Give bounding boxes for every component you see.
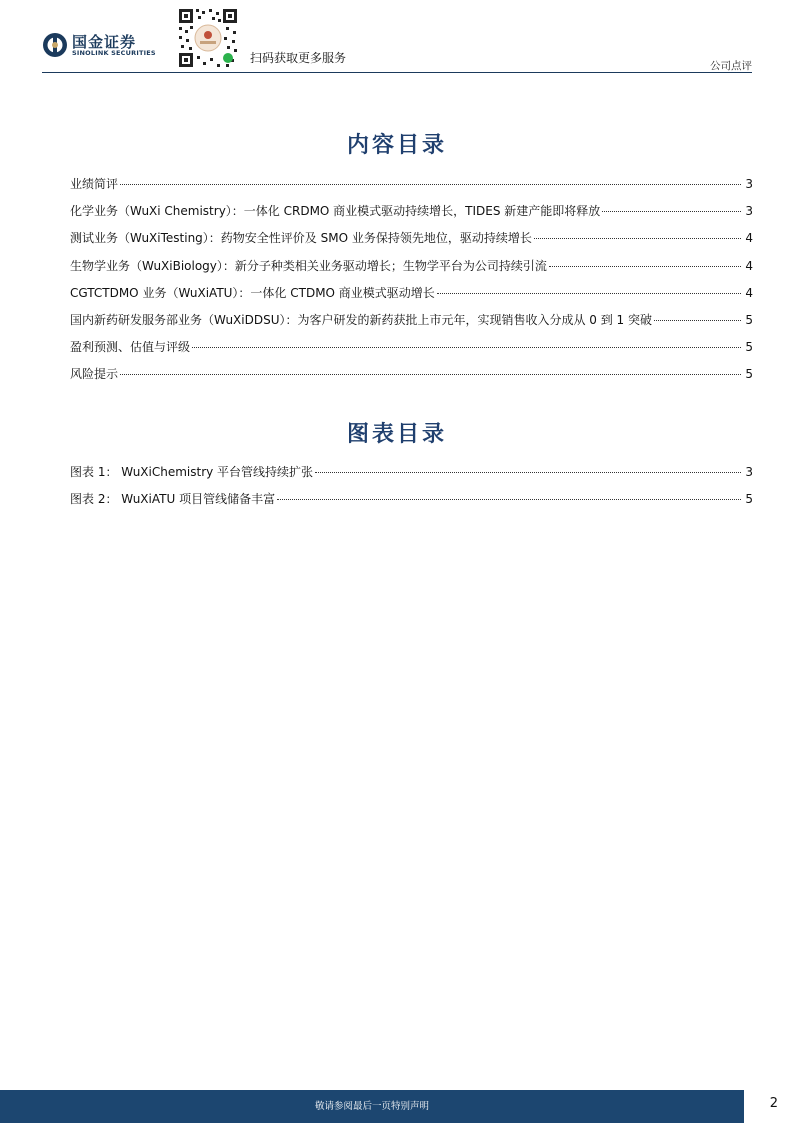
toc-entry-label[interactable]: 盈利预测、估值与评级 [70, 340, 191, 355]
figures-list [70, 465, 753, 519]
toc-title: 内容目录 [346, 132, 447, 158]
toc-entry[interactable] [70, 367, 753, 394]
toc-entry-label[interactable]: 风险提示 [70, 367, 119, 382]
toc-entry[interactable] [70, 340, 753, 367]
toc-entry-page-number[interactable]: 4 [745, 258, 753, 273]
dot-leader [534, 238, 741, 239]
toc-entry-label[interactable]: 测试业务（WuXiTesting）：药物安全性评价及 SMO 业务保持领先地位，驱动持续增长 [70, 231, 532, 246]
toc-entry-page-number[interactable]: 4 [745, 231, 753, 246]
toc-entry-page-number[interactable]: 3 [745, 177, 753, 191]
dot-leader [654, 320, 741, 321]
toc-entry-page-number[interactable]: 3 [745, 204, 753, 219]
sinolink-logo-icon [42, 32, 68, 58]
toc-entry[interactable] [70, 286, 753, 313]
figures-title: 图表目录 [346, 421, 447, 447]
company-logo [42, 30, 167, 60]
figure-entry[interactable] [70, 465, 753, 492]
toc-entry-page-number[interactable]: 4 [745, 285, 753, 300]
logo-english-name: SINOLINK SECURITIES [72, 49, 156, 57]
figure-entry-label[interactable]: 图表 2： WuXiATU 项目管线储备丰富 [70, 492, 276, 507]
figure-entry-page-number[interactable]: 3 [745, 465, 753, 479]
dot-leader [192, 347, 741, 348]
dot-leader [549, 266, 741, 267]
page-number: 2 [769, 1096, 778, 1111]
figure-entry[interactable] [70, 492, 753, 519]
toc-entry-label[interactable]: 国内新药研发服务部业务（WuXiDDSU）：为客户研发的新药获批上市元年，实现销售收入分成从 0 到 1 突破 [70, 312, 653, 327]
figure-entry-page-number[interactable]: 5 [745, 492, 753, 507]
dot-leader [315, 472, 741, 473]
page-header [0, 0, 794, 75]
toc-entry-label[interactable]: 业绩简评 [70, 177, 119, 191]
document-type-label: 公司点评 [710, 60, 752, 72]
toc-entry-label[interactable]: 生物学业务（WuXiBiology）：新分子种类相关业务驱动增长；生物学平台为公司持续引流 [70, 258, 547, 273]
toc-entry[interactable] [70, 313, 753, 340]
toc-list [70, 177, 753, 395]
dot-leader [437, 293, 741, 294]
header-divider [42, 72, 752, 73]
dot-leader [120, 374, 741, 375]
toc-entry-page-number[interactable]: 5 [745, 340, 753, 355]
toc-entry-label[interactable]: CGTCTDMO 业务（WuXiATU）：一体化 CTDMO 商业模式驱动增长 [70, 285, 435, 300]
dot-leader [602, 211, 741, 212]
logo-chinese-name: 国金证券 [72, 33, 137, 51]
dot-leader [277, 499, 741, 500]
toc-entry-page-number[interactable]: 5 [745, 312, 753, 327]
footer-disclaimer-link[interactable]: 敬请参阅最后一页特别声明 [314, 1101, 429, 1112]
footer-bar [0, 1090, 744, 1123]
figure-entry-label[interactable]: 图表 1： WuXiChemistry 平台管线持续扩张 [70, 465, 314, 479]
qr-code-icon[interactable] [176, 6, 240, 70]
dot-leader [120, 184, 741, 185]
scan-for-services-text: 扫码获取更多服务 [250, 51, 347, 65]
toc-entry[interactable] [70, 204, 753, 231]
toc-entry[interactable] [70, 177, 753, 204]
toc-entry[interactable] [70, 231, 753, 258]
toc-entry-page-number[interactable]: 5 [745, 367, 753, 382]
toc-entry[interactable] [70, 259, 753, 286]
toc-entry-label[interactable]: 化学业务（WuXi Chemistry）：一体化 CRDMO 商业模式驱动持续增长，TIDES 新建产能即将释放 [70, 204, 601, 219]
